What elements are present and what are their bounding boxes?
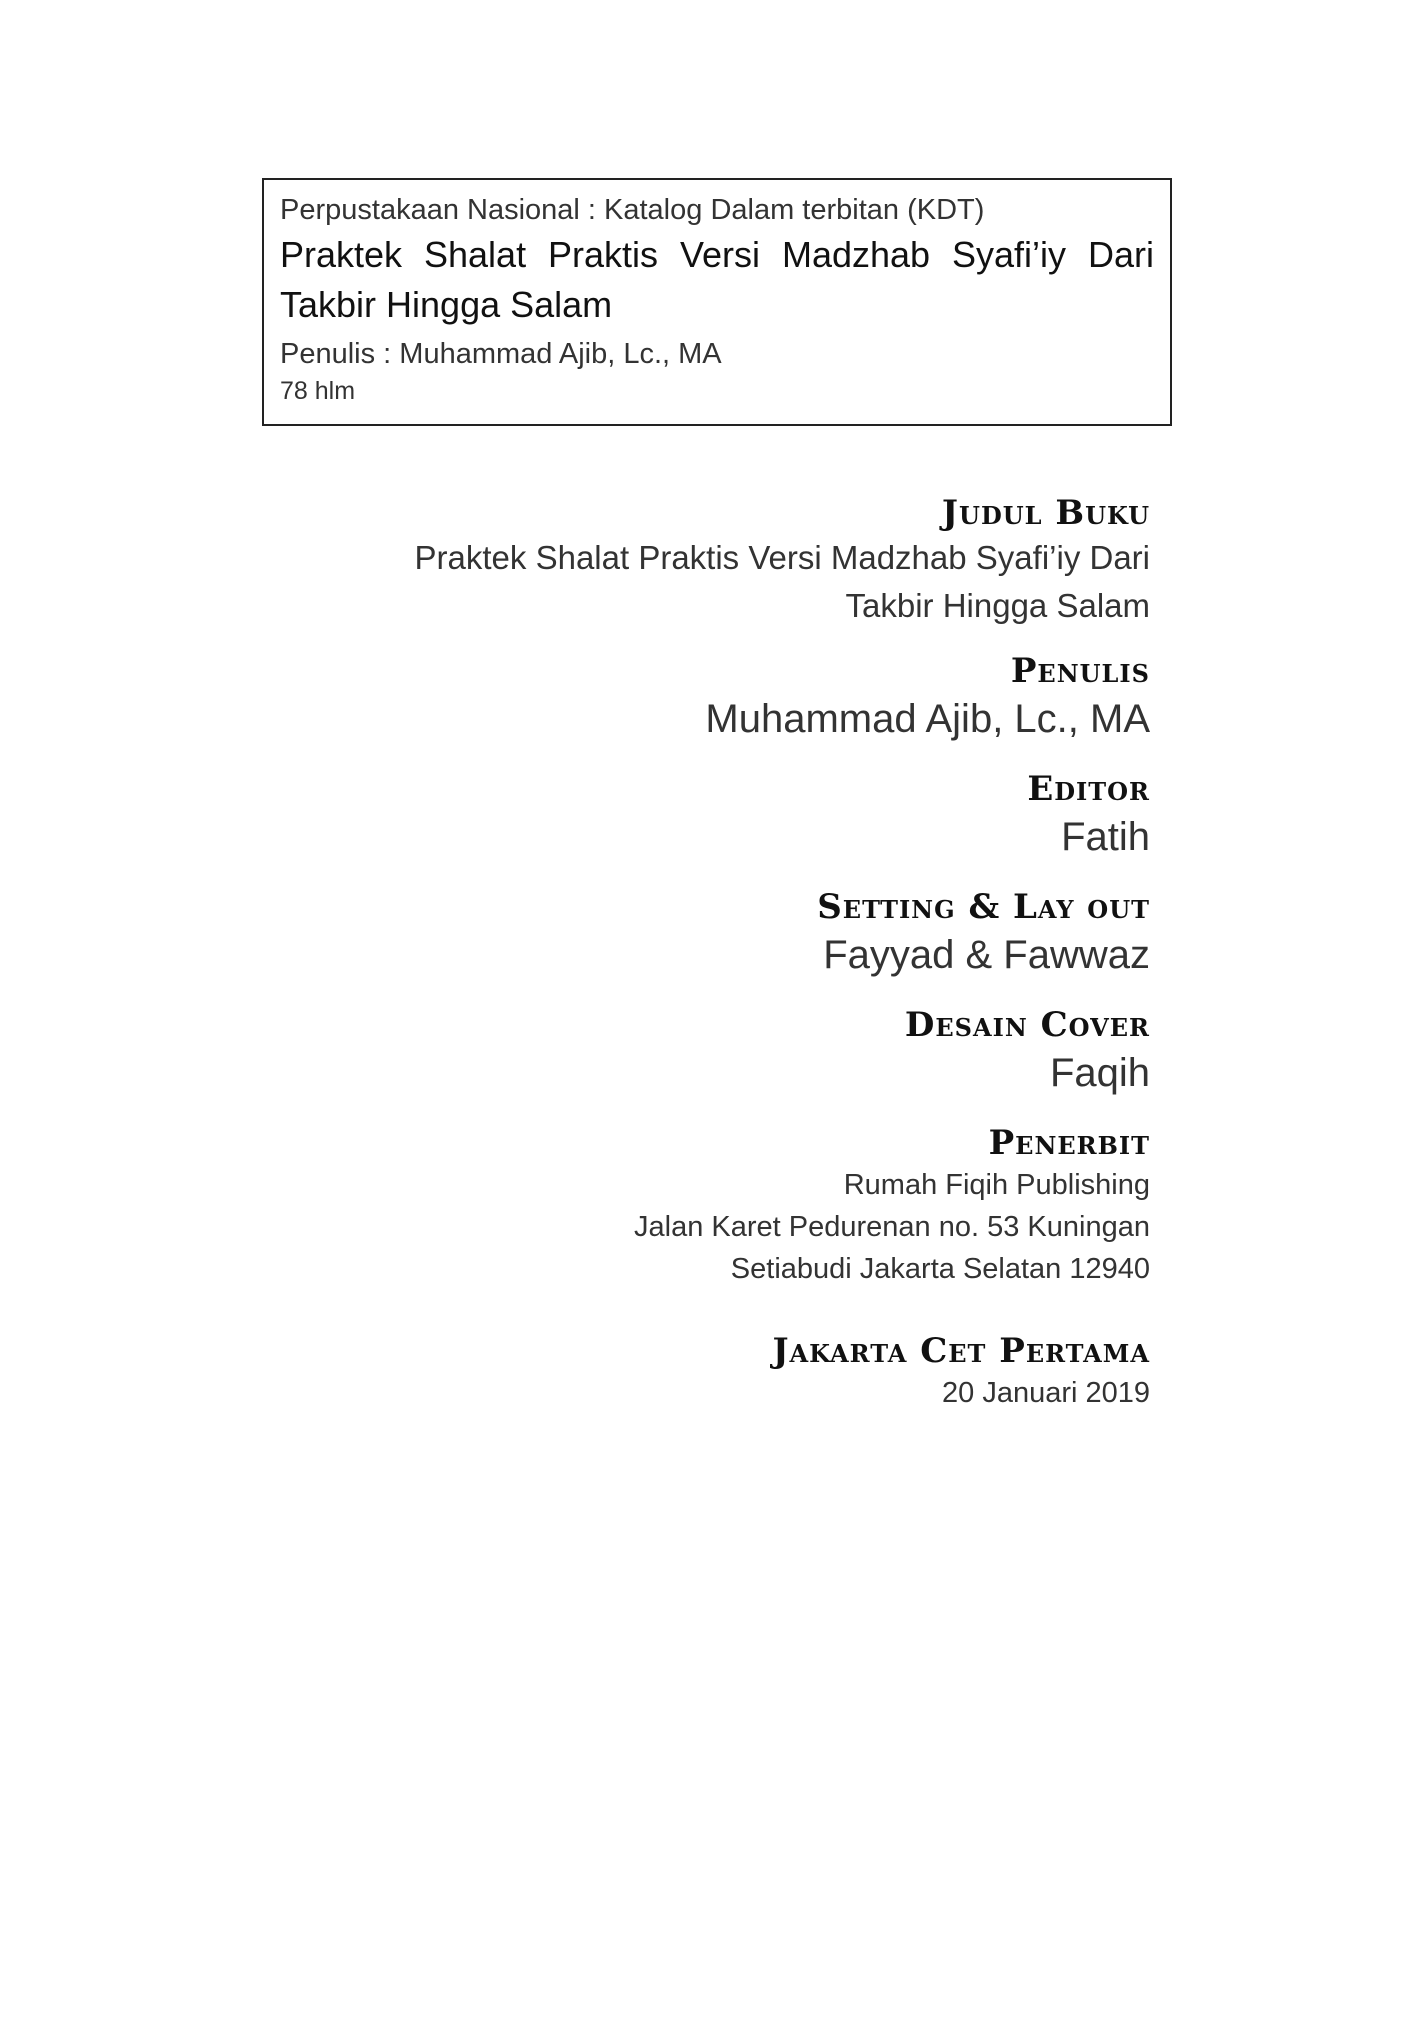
penerbit-label: Penerbit [988, 1123, 1150, 1163]
editor-label: Editor [1027, 769, 1150, 809]
catalog-author: Penulis : Muhammad Ajib, Lc., MA [280, 338, 722, 370]
judul-line-1: Praktek Shalat Praktis Versi Madzhab Syafi’iy Dari [414, 539, 1150, 576]
catalog-header: Perpustakaan Nasional : Katalog Dalam terbitan (KDT) [280, 194, 985, 226]
judul-label: Judul Buku [941, 493, 1150, 533]
colophon [250, 492, 1150, 1414]
editor-value: Fatih [1061, 815, 1150, 859]
penerbit-line-3: Setiabudi Jakarta Selatan 12940 [730, 1253, 1150, 1285]
penulis-label: Penulis [1010, 651, 1150, 691]
cetak-label: Jakarta Cet Pertama [772, 1331, 1150, 1371]
penerbit-line-1: Rumah Fiqih Publishing [843, 1169, 1150, 1201]
penerbit-line-2: Jalan Karet Pedurenan no. 53 Kuningan [634, 1211, 1150, 1243]
penulis-value: Muhammad Ajib, Lc., MA [705, 697, 1150, 741]
cetak-date: 20 Januari 2019 [942, 1377, 1150, 1409]
judul-line-2: Takbir Hingga Salam [845, 587, 1150, 624]
setting-value: Fayyad & Fawwaz [823, 933, 1150, 977]
desain-value: Faqih [1049, 1051, 1150, 1095]
catalog-title: Praktek Shalat Praktis Versi Madzhab Syafi’iy Dari Takbir Hingga Salam [280, 234, 1154, 325]
setting-label: Setting & Lay out [817, 887, 1150, 927]
desain-label: Desain Cover [904, 1005, 1150, 1045]
catalog-box [262, 178, 1172, 426]
catalog-pages: 78 hlm [280, 377, 356, 405]
